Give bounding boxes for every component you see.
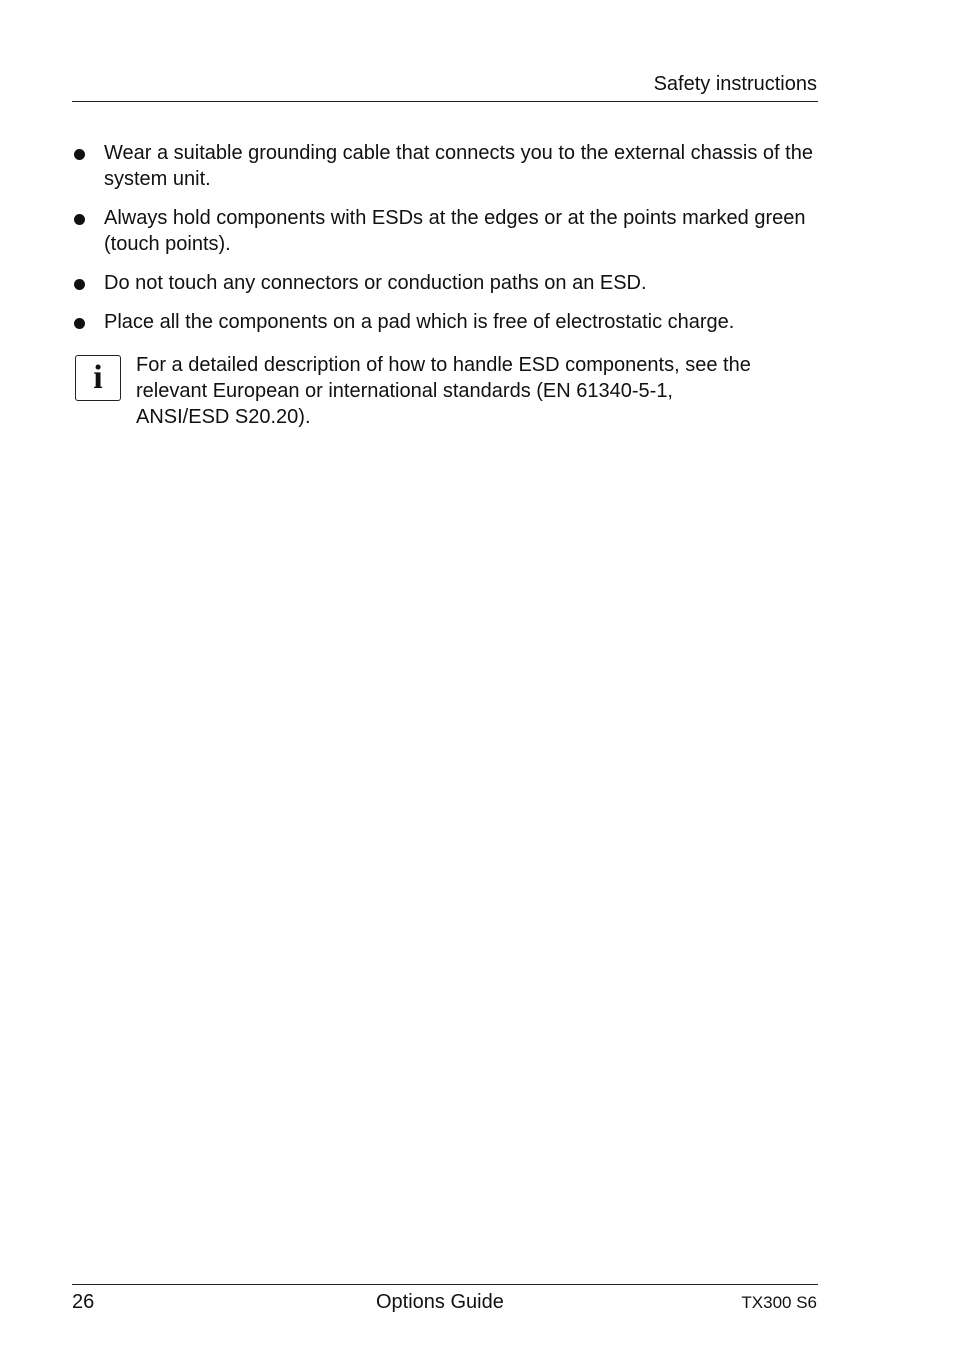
model-name: TX300 S6 — [741, 1293, 817, 1312]
info-note — [72, 352, 818, 430]
footer-divider — [72, 1284, 818, 1285]
list-item-text: Place all the components on a pad which is free of electrostatic charge. — [104, 311, 735, 333]
note-line: ANSI/ESD S20.20). — [136, 406, 311, 428]
list-item — [72, 140, 818, 192]
running-header: Safety instructions — [653, 73, 817, 95]
guide-title: Options Guide — [376, 1291, 504, 1313]
header-divider — [72, 101, 818, 102]
esd-precautions-list — [72, 140, 818, 348]
list-item — [72, 309, 818, 335]
list-item-text: Do not touch any connectors or conduction paths on an ESD. — [104, 272, 647, 294]
bullet-icon — [74, 318, 85, 329]
list-item — [72, 270, 818, 296]
list-item — [72, 205, 818, 257]
bullet-icon — [74, 149, 85, 160]
bullet-icon — [74, 279, 85, 290]
note-line: For a detailed description of how to handle ESD components, see the — [136, 354, 751, 376]
info-icon: i — [75, 355, 121, 401]
info-note-text — [136, 352, 818, 430]
list-item-text: Always hold components with ESDs at the edges or at the points marked green (touch points). — [104, 207, 806, 255]
list-item-text: Wear a suitable grounding cable that connects you to the external chassis of the system unit. — [104, 142, 813, 190]
page-number: 26 — [72, 1291, 95, 1313]
note-line: relevant European or international standards (EN 61340-5-1, — [136, 380, 673, 402]
bullet-icon — [74, 214, 85, 225]
